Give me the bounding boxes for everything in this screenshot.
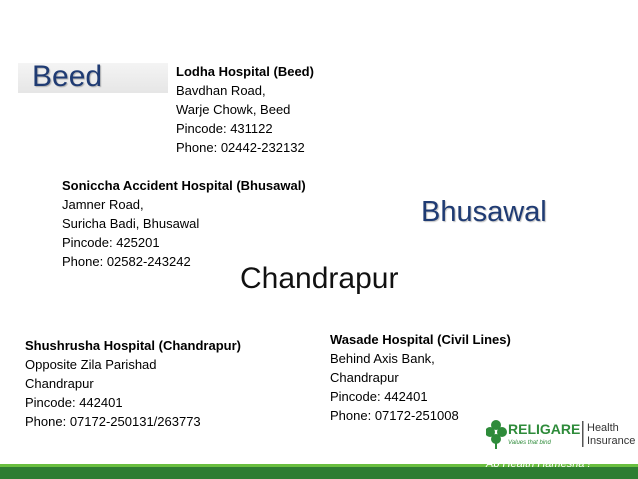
city-heading-bhusawal: Bhusawal [421, 196, 547, 228]
hospital-pincode: Pincode: 442401 [330, 389, 428, 404]
city-heading-beed: Beed [32, 60, 103, 93]
logo-product-line1: Health [587, 422, 619, 434]
hospital-block-shushrusha [25, 336, 241, 431]
clover-icon [486, 420, 507, 449]
hospital-phone: Phone: 02442-232132 [176, 140, 305, 155]
hospital-block-lodha [176, 62, 314, 157]
hospital-address-line: Suricha Badi, Bhusawal [62, 216, 200, 231]
hospital-pincode: Pincode: 431122 [176, 121, 273, 136]
logo-subtitle: Values that bind [508, 440, 551, 446]
logo-tagline: Ab Health Hamesha ! [486, 458, 591, 470]
hospital-address-line: Bavdhan Road, [176, 83, 266, 98]
logo-brand: RELIGARE [508, 421, 581, 437]
hospital-address-line: Chandrapur [25, 376, 94, 391]
hospital-name: Soniccha Accident Hospital (Bhusawal) [62, 178, 306, 193]
hospital-address-line: Opposite Zila Parishad [25, 357, 157, 372]
hospital-address-line: Behind Axis Bank, [330, 351, 435, 366]
hospital-block-wasade [330, 330, 511, 425]
hospital-name: Wasade Hospital (Civil Lines) [330, 332, 511, 347]
hospital-name: Shushrusha Hospital (Chandrapur) [25, 338, 241, 353]
city-heading-chandrapur: Chandrapur [240, 262, 399, 295]
hospital-block-soniccha [62, 176, 306, 271]
logo-divider [582, 421, 584, 447]
hospital-address-line: Jamner Road, [62, 197, 144, 212]
hospital-name: Lodha Hospital (Beed) [176, 64, 314, 79]
hospital-phone: Phone: 07172-250131/263773 [25, 414, 201, 429]
hospital-phone: Phone: 07172-251008 [330, 408, 459, 423]
hospital-address-line: Chandrapur [330, 370, 399, 385]
top-band [0, 0, 638, 8]
hospital-pincode: Pincode: 425201 [62, 235, 160, 250]
logo-product-line2: Insurance [587, 435, 636, 447]
hospital-address-line: Warje Chowk, Beed [176, 102, 291, 117]
hospital-phone: Phone: 02582-243242 [62, 254, 191, 269]
hospital-pincode: Pincode: 442401 [25, 395, 123, 410]
